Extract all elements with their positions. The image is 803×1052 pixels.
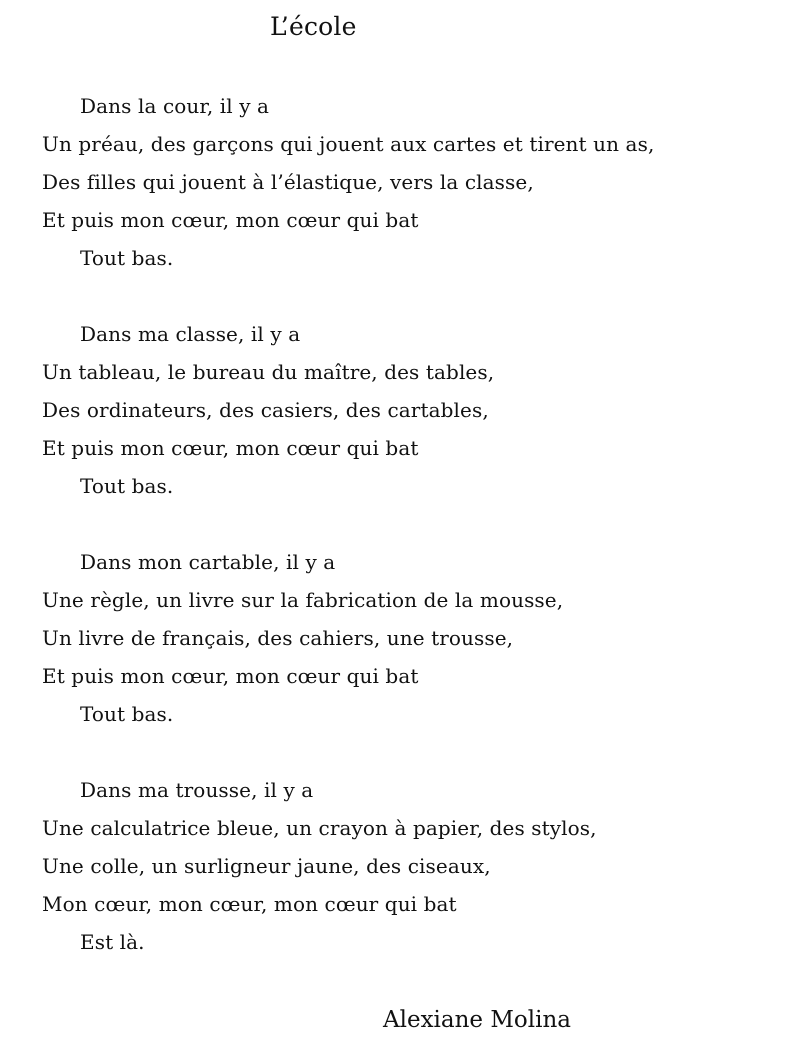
poem-line: Et puis mon cœur, mon cœur qui bat bbox=[42, 664, 419, 688]
poem-title: L’école bbox=[270, 12, 357, 41]
stanza-1 bbox=[42, 87, 782, 277]
poem-line: Une règle, un livre sur la fabrication de la mousse, bbox=[42, 588, 564, 612]
stanza-3 bbox=[42, 543, 782, 733]
poem-line: Est là. bbox=[80, 930, 145, 954]
poem-line: Une calculatrice bleue, un crayon à papier, des stylos, bbox=[42, 816, 597, 840]
poem-line: Tout bas. bbox=[80, 246, 174, 270]
stanza-4 bbox=[42, 771, 782, 961]
poem-line: Un livre de français, des cahiers, une trousse, bbox=[42, 626, 514, 650]
poem-line: Et puis mon cœur, mon cœur qui bat bbox=[42, 208, 419, 232]
poem-line: Un tableau, le bureau du maître, des tables, bbox=[42, 360, 495, 384]
poem-line: Dans la cour, il y a bbox=[80, 94, 270, 118]
poem-line: Un préau, des garçons qui jouent aux cartes et tirent un as, bbox=[42, 132, 655, 156]
poem-line: Mon cœur, mon cœur, mon cœur qui bat bbox=[42, 892, 457, 916]
stanza-2 bbox=[42, 315, 782, 505]
poem-line: Des ordinateurs, des casiers, des cartables, bbox=[42, 398, 489, 422]
poem-line: Dans mon cartable, il y a bbox=[80, 550, 336, 574]
poem-line: Tout bas. bbox=[80, 474, 174, 498]
poem-line: Tout bas. bbox=[80, 702, 174, 726]
poem-line: Dans ma classe, il y a bbox=[80, 322, 301, 346]
poem-line: Une colle, un surligneur jaune, des ciseaux, bbox=[42, 854, 491, 878]
poem-line: Et puis mon cœur, mon cœur qui bat bbox=[42, 436, 419, 460]
poem-author: Alexiane Molina bbox=[383, 1007, 571, 1033]
poem-line: Des filles qui jouent à l’élastique, vers la classe, bbox=[42, 170, 534, 194]
poem-line: Dans ma trousse, il y a bbox=[80, 778, 314, 802]
